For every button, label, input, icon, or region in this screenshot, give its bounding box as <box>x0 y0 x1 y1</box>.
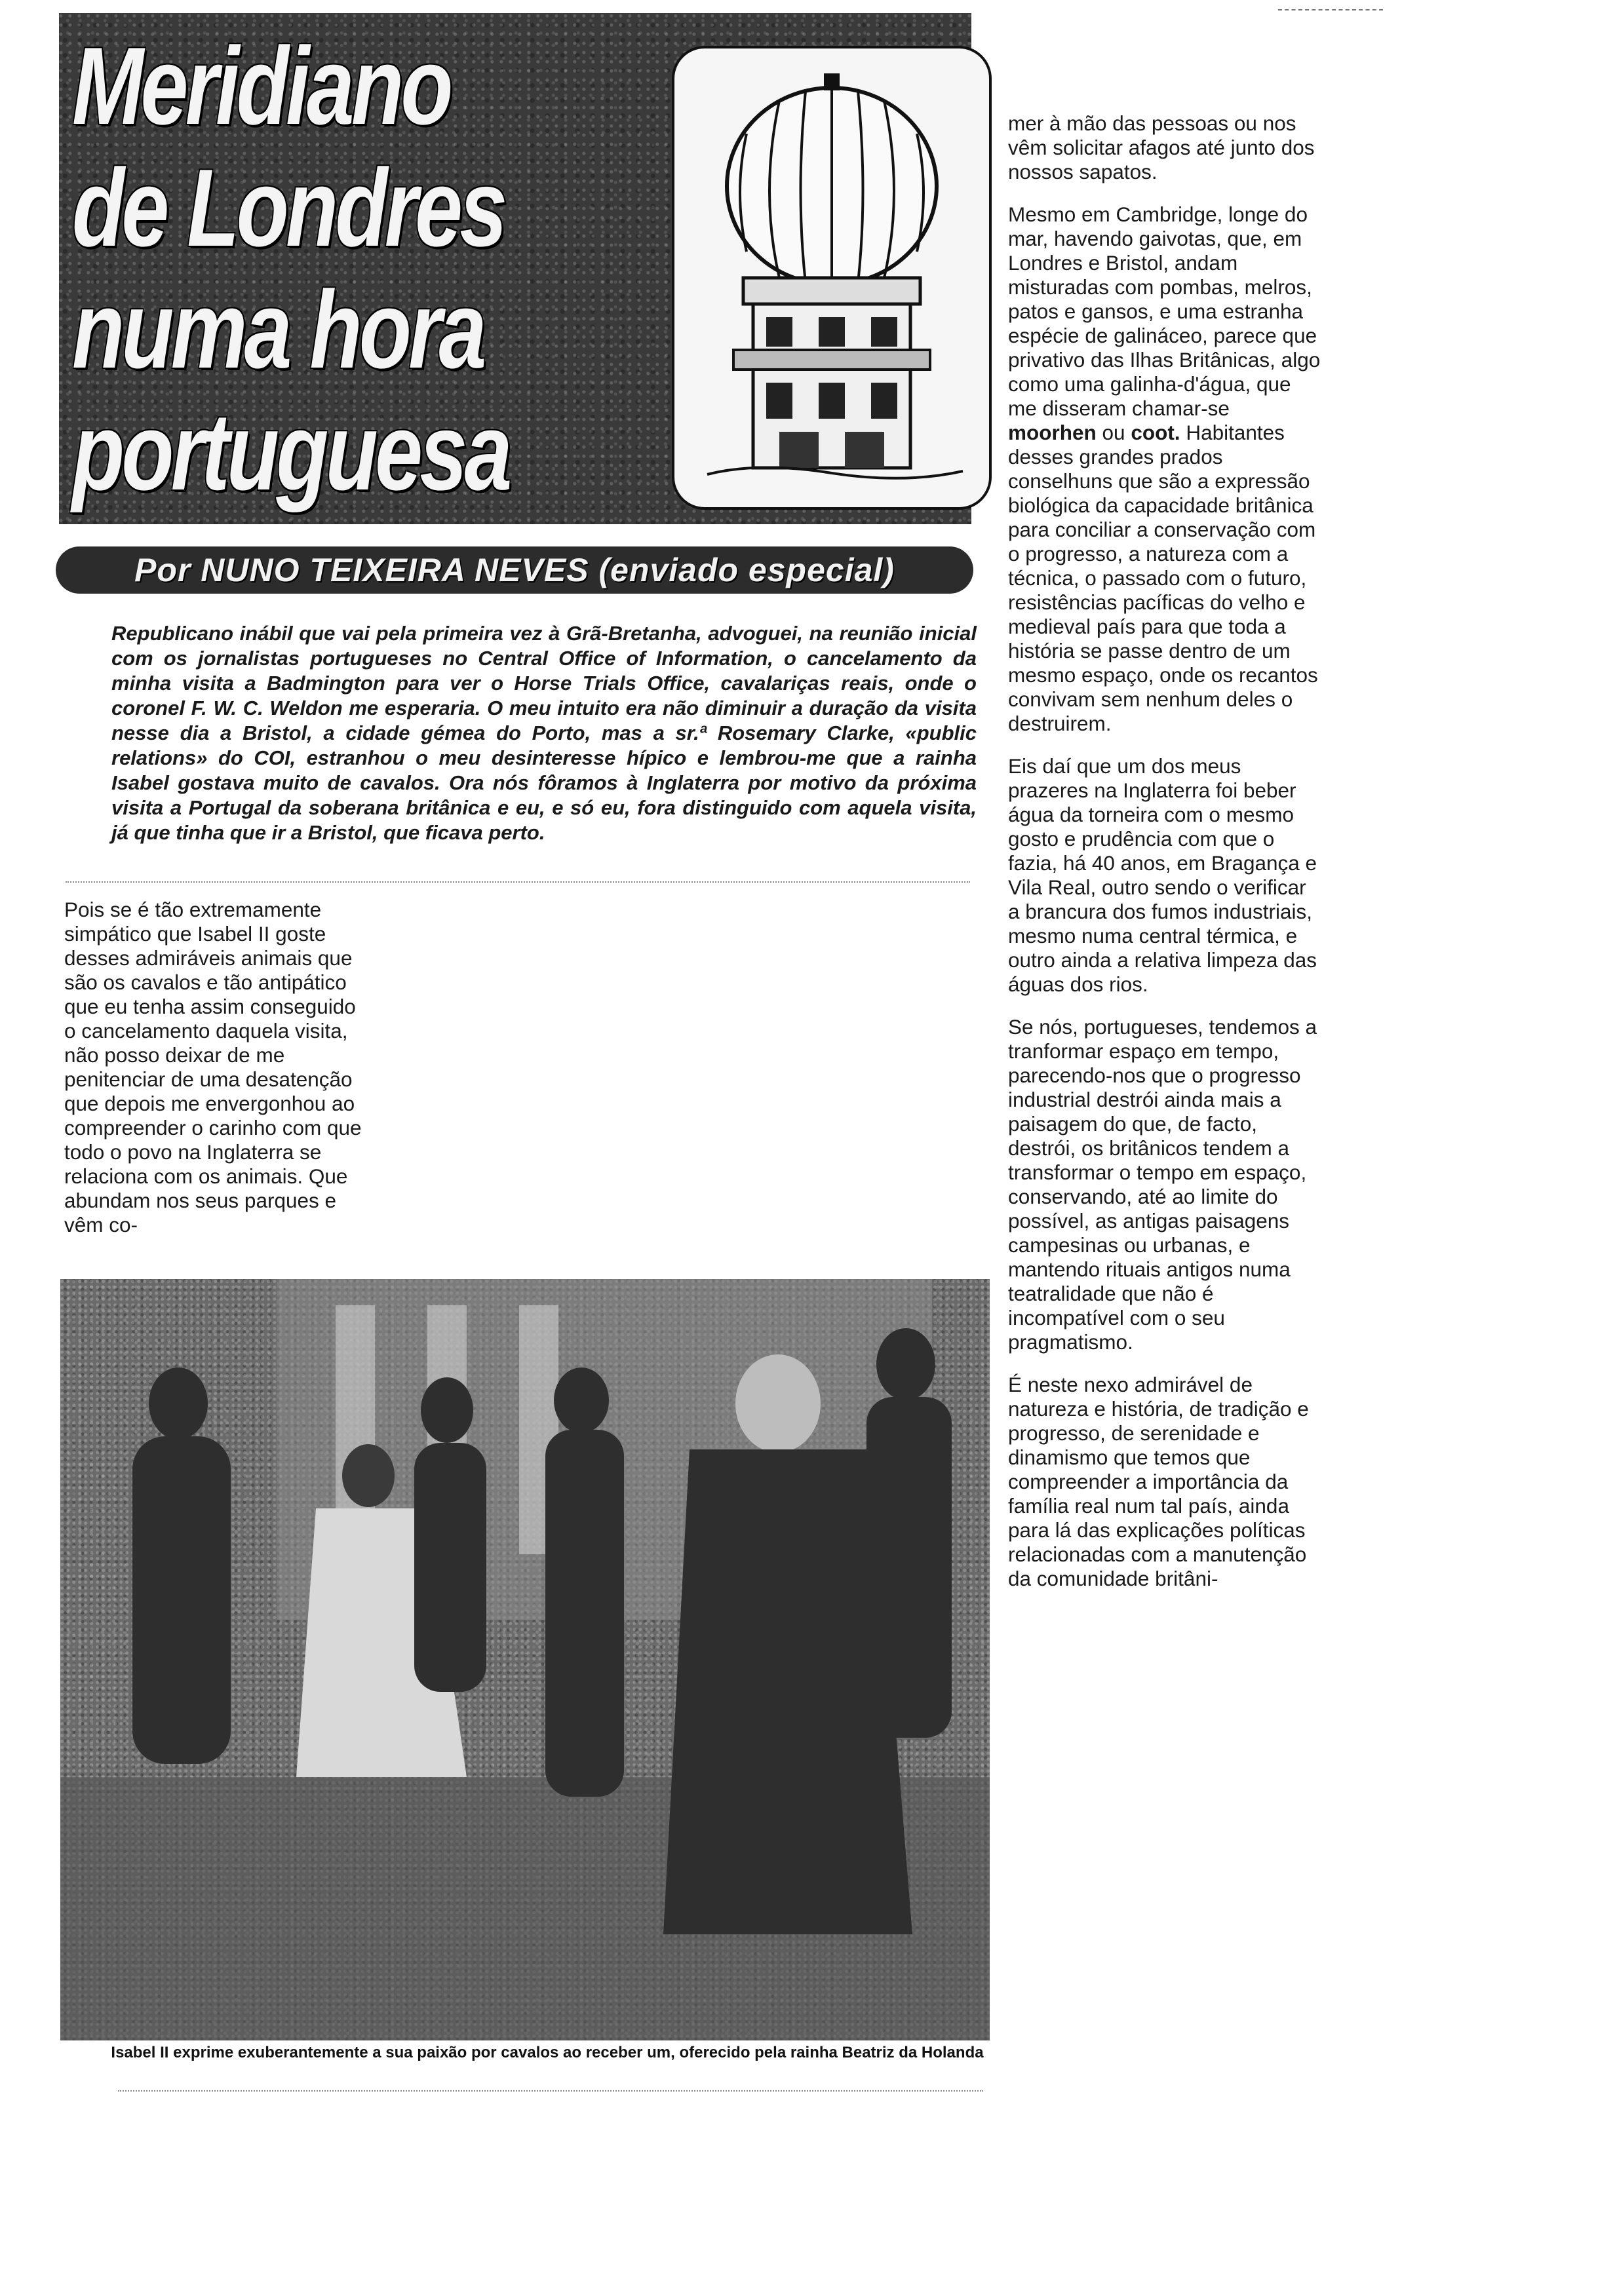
byline-text: Por NUNO TEIXEIRA NEVES (enviado especial) <box>134 552 895 588</box>
right-paragraph-2-end: Habitantes desses grandes prados conselhuns que são a expressão biológica da capacidade britânica para conciliar a conservação com o progresso, a natureza com a técnica, o passado com o futuro, resistências pacíficas do velho e medieval país para que toda a história se passe dentro de um mesmo espaço, onde os recantos convivam sem nenhum deles o destruirem. <box>1008 421 1318 735</box>
right-paragraph-2-start: Mesmo em Cambridge, longe do mar, havendo gaivotas, que, em Londres e Bristol, andam misturadas com pombas, melros, patos e gansos, e uma estranha espécie de galináceo, parece que privativo das Ilhas Britânicas, algo como uma galinha-d'água, que me disseram chamar-se <box>1008 202 1321 420</box>
headline-line-2: de Londres <box>72 146 505 269</box>
scan-rule-bottom <box>118 2090 983 2092</box>
right-column <box>1008 111 1323 1609</box>
right-paragraph-2-joiner: ou <box>1096 421 1131 444</box>
term-coot: coot. <box>1131 421 1180 444</box>
headline-line-3: numa hora <box>72 268 484 391</box>
scan-rule-divider <box>66 881 970 883</box>
photo-caption: Isabel II exprime exuberantemente a sua paixão por cavalos ao receber um, oferecido pela rainha Beatriz da Holanda <box>111 2044 984 2061</box>
left-column-text: Pois se é tão extremamente simpático que Isabel II goste desses admiráveis animais que são os cavalos e tão antipático que eu tenha assim conseguido o cancelamento daquela visita, não posso deixar de me penitenciar de uma desatenção que depois me envergonhou ao compreender o carinho com que todo o povo na Inglaterra se relaciona com os animais. Que abundam nos seus parques e vêm co- <box>64 898 362 1236</box>
photo-scene <box>60 1279 990 2040</box>
observatory-illustration <box>672 46 992 510</box>
term-moorhen: moorhen <box>1008 421 1097 444</box>
headline-line-4: portuguesa <box>72 390 509 513</box>
lead-paragraph: Republicano inábil que vai pela primeira vez à Grã-Bretanha, advoguei, na reunião inicial com os jornalistas portugueses no Central Office of Information, o cancelamento da minha visita a Badmington para ver o Horse Trials Office, cavalariças reais, onde o coronel F. W. C. Weldon me esperaria. O meu intuito era não diminuir a duração da visita nesse dia a Bristol, a cidade gémea do Porto, mas a sr.ª Rosemary Clarke, «public relations» do COI, estranhou o meu desinteresse hípico e lembrou-me que a rainha Isabel gostava muito de cavalos. Ora nós fôramos à Inglaterra por motivo da próxima visita a Portugal da soberana britânica e eu, e só eu, fora distinguido com aquela visita, já que tinha que ir a Bristol, que ficava perto. <box>111 622 977 844</box>
right-paragraph-3: Eis daí que um dos meus prazeres na Inglaterra foi beber água da torneira com o mesmo gosto e prudência com que o fazia, há 40 anos, em Bragança e Vila Real, outro sendo o verificar a brancura dos fumos industriais, mesmo numa central térmica, e outro ainda a relativa limpeza das águas dos rios. <box>1008 754 1317 996</box>
news-photo <box>60 1279 990 2040</box>
right-paragraph-1: mer à mão das pessoas ou nos vêm solicitar afagos até junto dos nossos sapatos. <box>1008 111 1315 183</box>
top-scan-rule <box>1278 9 1383 10</box>
observatory-dome-drawing <box>681 62 983 494</box>
headline <box>72 25 532 512</box>
title-block <box>59 13 971 524</box>
right-paragraph-4: Se nós, portugueses, tendemos a tranformar espaço em tempo, parecendo-nos que o progresso industrial destrói ainda mais a paisagem do que, de facto, destrói, os britânicos tendem a transformar o tempo em espaço, conservando, até ao limite do possível, as antigas paisagens campesinas ou urbanas, e mantendo rituais antigos numa teatralidade que não é incompatível com o seu pragmatismo. <box>1008 1015 1317 1354</box>
right-paragraph-5: É neste nexo admirável de natureza e história, de tradição e progresso, de serenidade e dinamismo que temos que compreender a importância da família real num tal país, ainda para lá das explicações políticas relacionadas com a manutenção da comunidade britâni- <box>1008 1373 1309 1590</box>
headline-line-1: Meridiano <box>72 24 450 147</box>
byline-banner <box>56 546 973 594</box>
right-paragraph-2 <box>1008 202 1323 736</box>
